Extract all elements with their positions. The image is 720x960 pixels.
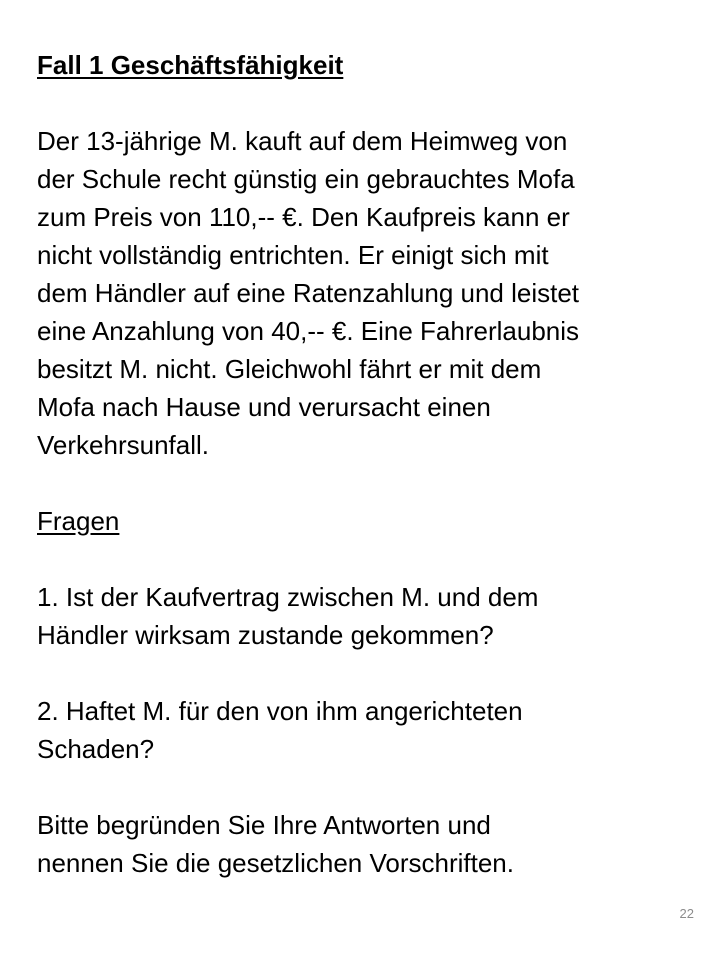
spacer bbox=[37, 768, 697, 806]
case-line: zum Preis von 110,-- €. Den Kaufpreis kann er bbox=[37, 202, 570, 232]
question-line: 1. Ist der Kaufvertrag zwischen M. und dem bbox=[37, 582, 539, 612]
case-description bbox=[37, 122, 697, 464]
page-number: 22 bbox=[679, 906, 694, 921]
question-line: Händler wirksam zustande gekommen? bbox=[37, 620, 494, 650]
case-line: besitzt M. nicht. Gleichwohl fährt er mit dem bbox=[37, 354, 542, 384]
case-line: Mofa nach Hause und verursacht einen bbox=[37, 392, 491, 422]
instruction-line: nennen Sie die gesetzlichen Vorschriften. bbox=[37, 848, 514, 878]
case-line: nicht vollständig entrichten. Er einigt sich mit bbox=[37, 240, 549, 270]
questions-heading: Fragen bbox=[37, 506, 120, 536]
instruction-line: Bitte begründen Sie Ihre Antworten und bbox=[37, 810, 491, 840]
case-line: der Schule recht günstig ein gebrauchtes Mofa bbox=[37, 164, 575, 194]
case-title: Fall 1 Geschäftsfähigkeit bbox=[37, 50, 344, 80]
case-line: Der 13-jährige M. kauft auf dem Heimweg von bbox=[37, 126, 568, 156]
case-line: dem Händler auf eine Ratenzahlung und leistet bbox=[37, 278, 580, 308]
spacer bbox=[37, 464, 697, 502]
spacer bbox=[37, 540, 697, 578]
spacer bbox=[37, 654, 697, 692]
instructions bbox=[37, 806, 697, 882]
case-line: Verkehrsunfall. bbox=[37, 430, 209, 460]
question-line: Schaden? bbox=[37, 734, 155, 764]
slide-content bbox=[37, 46, 697, 882]
question-1 bbox=[37, 578, 697, 654]
question-2 bbox=[37, 692, 697, 768]
question-line: 2. Haftet M. für den von ihm angerichteten bbox=[37, 696, 523, 726]
spacer bbox=[37, 84, 697, 122]
case-line: eine Anzahlung von 40,-- €. Eine Fahrerlaubnis bbox=[37, 316, 580, 346]
